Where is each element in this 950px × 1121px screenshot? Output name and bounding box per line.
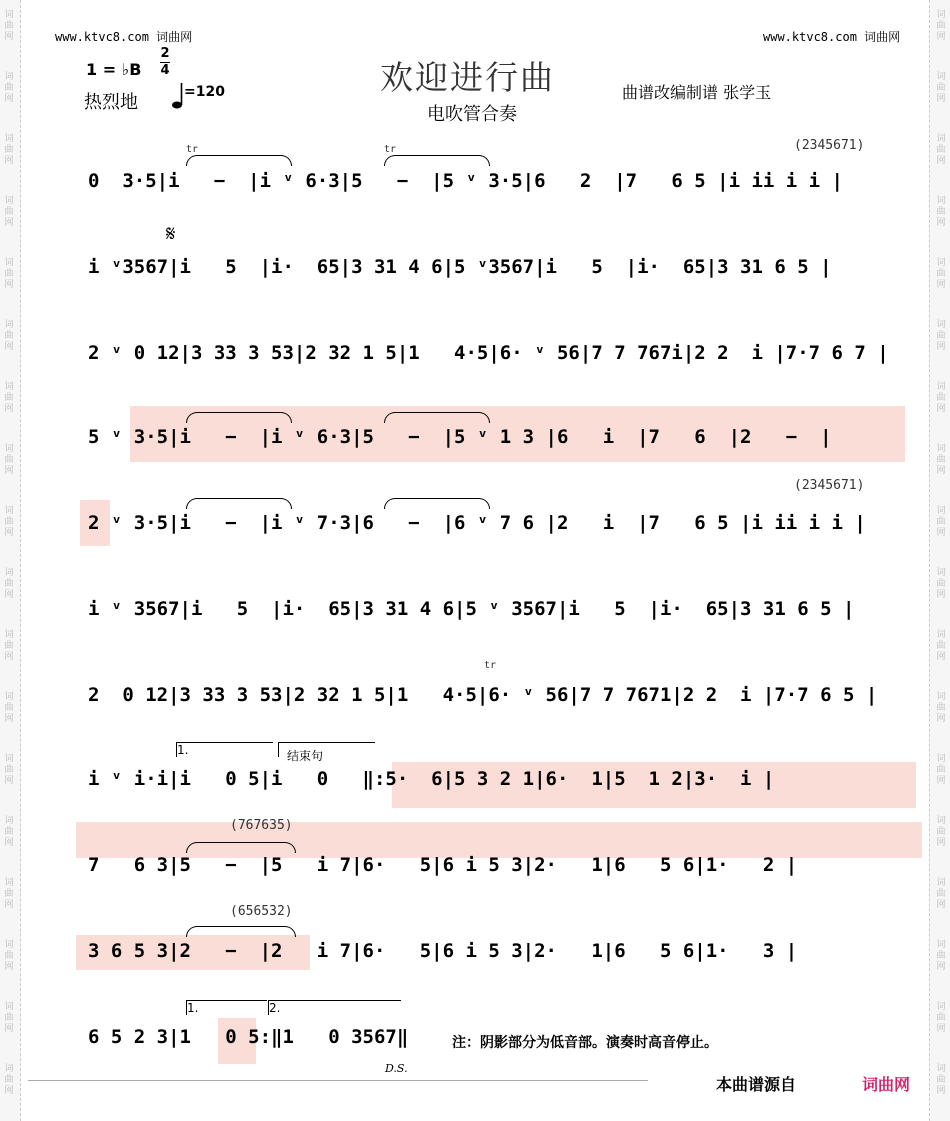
segno-icon: 𝄋 xyxy=(166,222,176,247)
watermark-text: 词曲网 xyxy=(4,692,14,724)
watermark-text: 词曲网 xyxy=(4,72,14,104)
watermark-text: 词曲网 xyxy=(4,1064,14,1096)
watermark-text: 词曲网 xyxy=(936,72,946,104)
arranger-credit: 曲谱改编制谱 张学玉 xyxy=(622,83,772,102)
grace-run: (767635) xyxy=(230,818,293,833)
site-url-right[interactable]: www.ktvc8.com 词曲网 xyxy=(763,30,901,44)
grace-run: (656532) xyxy=(230,904,293,919)
site-url-left[interactable]: www.ktvc8.com 词曲网 xyxy=(55,30,193,44)
watermark-text: 词曲网 xyxy=(4,258,14,290)
watermark-text: 词曲网 xyxy=(936,1064,946,1096)
meter-top: 2 xyxy=(160,46,170,61)
score-line-1: 0 3·5|i − |i ᵛ 6·3|5 − |5 ᵛ 3·5|6 2 |7 6 5 |i ii i i | xyxy=(88,170,843,192)
tie xyxy=(384,412,490,423)
score-line-2: i ᵛ3567|i 5 |i· 65|3 31 4 6|5 ᵛ3567|i 5 |i· 65|3 31 6 5 | xyxy=(88,256,832,278)
tie xyxy=(186,412,292,423)
score-line-10: 3 6 5 3|2 − |2 i 7|6· 5|6 i 5 3|2· 1|6 5 6|1· 3 | xyxy=(88,940,798,962)
source-label: 本曲谱源自 xyxy=(716,1075,797,1094)
score-line-3: 2 ᵛ 0 12|3 33 3 53|2 32 1 5|1 4·5|6· ᵛ 56|7 7 767i|2 2 i |7·7 6 7 | xyxy=(88,342,889,364)
quarter-note-icon xyxy=(172,82,184,110)
watermark-text: 词曲网 xyxy=(936,506,946,538)
score-line-8: i ᵛ i·i|i 0 5|i 0 ‖:5· 6|5 3 2 1|6· 1|5 1 2|3· i | xyxy=(88,768,775,790)
volta-1b xyxy=(186,1000,267,1015)
score-line-5: 2 ᵛ 3·5|i − |i ᵛ 7·3|6 − |6 ᵛ 7 6 |2 i |7 6 5 |i ii i i | xyxy=(88,512,866,534)
watermark-text: 词曲网 xyxy=(936,444,946,476)
watermark-text: 词曲网 xyxy=(936,196,946,228)
watermark-text: 词曲网 xyxy=(4,320,14,352)
footer-divider xyxy=(28,1080,648,1081)
tie xyxy=(186,498,292,509)
watermark-text: 词曲网 xyxy=(4,10,14,42)
time-signature xyxy=(160,47,170,78)
score-line-6: i ᵛ 3567|i 5 |i· 65|3 31 4 6|5 ᵛ 3567|i 5 |i· 65|3 31 6 5 | xyxy=(88,598,855,620)
watermark-text: 词曲网 xyxy=(936,382,946,414)
grace-run: (2345671) xyxy=(794,138,865,153)
watermark-text: 词曲网 xyxy=(4,816,14,848)
trill-mark: tr xyxy=(384,144,397,155)
tie xyxy=(384,155,490,166)
watermark-text: 词曲网 xyxy=(4,196,14,228)
watermark-text: 词曲网 xyxy=(4,444,14,476)
source-brand-link[interactable]: 词曲网 xyxy=(862,1075,911,1094)
volta-label: 1. xyxy=(177,743,189,757)
volta-1 xyxy=(176,742,273,757)
trill-mark: tr xyxy=(484,660,497,671)
watermark-text: 词曲网 xyxy=(936,134,946,166)
watermark-text: 词曲网 xyxy=(936,258,946,290)
volta-label: 1. xyxy=(187,1001,199,1015)
dal-segno-mark: D.S. xyxy=(385,1062,408,1075)
tie xyxy=(186,842,296,853)
watermark-text: 词曲网 xyxy=(936,630,946,662)
volta-2 xyxy=(278,742,375,763)
ending-phrase-label: 结束句 xyxy=(287,749,324,763)
shading-note: 注：阴影部分为低音部。演奏时高音停止。 xyxy=(452,1035,718,1051)
tie xyxy=(186,926,296,937)
score-line-11: 6 5 2 3|1 0 5:‖1 0 3567‖ xyxy=(88,1026,409,1048)
volta-2b xyxy=(268,1000,401,1015)
watermark-text: 词曲网 xyxy=(936,816,946,848)
watermark-text: 词曲网 xyxy=(936,754,946,786)
watermark-text: 词曲网 xyxy=(4,878,14,910)
watermark-text: 词曲网 xyxy=(936,1002,946,1034)
watermark-text: 词曲网 xyxy=(4,940,14,972)
key-signature: 1 = ♭B xyxy=(86,60,142,79)
score-line-7: 2 0 12|3 33 3 53|2 32 1 5|1 4·5|6· ᵛ 56|7 7 7671|2 2 i |7·7 6 5 | xyxy=(88,684,878,706)
page-title: 欢迎进行曲 xyxy=(380,58,555,97)
watermark-text: 词曲网 xyxy=(4,754,14,786)
watermark-text: 词曲网 xyxy=(4,382,14,414)
tie xyxy=(384,498,490,509)
tie xyxy=(186,155,292,166)
watermark-text: 词曲网 xyxy=(936,878,946,910)
score-line-9: 7 6 3|5 − |5 i 7|6· 5|6 i 5 3|2· 1|6 5 6|1· 2 | xyxy=(88,854,798,876)
score-line-4: 5 ᵛ 3·5|i − |i ᵛ 6·3|5 − |5 ᵛ 1 3 |6 i |7 6 |2 − | xyxy=(88,426,832,448)
page-subtitle: 电吹管合奏 xyxy=(427,104,517,125)
watermark-text: 词曲网 xyxy=(936,320,946,352)
grace-run: (2345671) xyxy=(794,478,865,493)
watermark-text: 词曲网 xyxy=(936,10,946,42)
watermark-text: 词曲网 xyxy=(936,940,946,972)
meter-bottom: 4 xyxy=(160,63,170,78)
watermark-text: 词曲网 xyxy=(936,692,946,724)
tempo-word: 热烈地 xyxy=(84,92,138,113)
watermark-text: 词曲网 xyxy=(936,568,946,600)
trill-mark: tr xyxy=(186,144,199,155)
watermark-text: 词曲网 xyxy=(4,506,14,538)
watermark-text: 词曲网 xyxy=(4,630,14,662)
tempo-value: =120 xyxy=(184,84,225,100)
watermark-text: 词曲网 xyxy=(4,568,14,600)
volta-label: 2. xyxy=(269,1001,281,1015)
watermark-text: 词曲网 xyxy=(4,134,14,166)
watermark-text: 词曲网 xyxy=(4,1002,14,1034)
